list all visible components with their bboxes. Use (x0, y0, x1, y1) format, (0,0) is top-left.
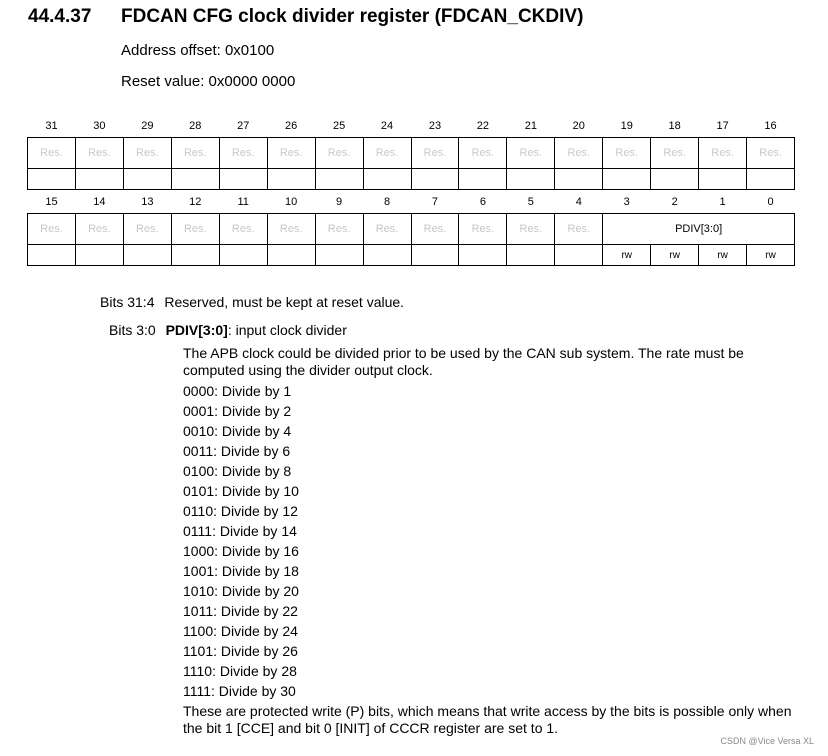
bits-3-0-summary: : input clock divider (227, 322, 347, 338)
access-cell (555, 169, 603, 190)
reserved-field: Res. (747, 138, 795, 169)
access-cell (28, 169, 76, 190)
pdiv-field: PDIV[3:0] (603, 214, 795, 245)
reserved-field: Res. (459, 138, 507, 169)
reserved-field: Res. (171, 214, 219, 245)
bit-number: 31 (45, 120, 58, 132)
bit-number: 1 (719, 196, 726, 208)
reserved-field: Res. (363, 138, 411, 169)
bit-number: 30 (93, 120, 106, 132)
bit-number: 8 (383, 196, 391, 208)
reserved-field: Res. (411, 138, 459, 169)
pdiv-option: 1001: Divide by 18 (183, 563, 299, 579)
pdiv-option: 1111: Divide by 30 (183, 683, 296, 699)
bit-number: 7 (431, 196, 439, 208)
address-offset: Address offset: 0x0100 (121, 42, 275, 59)
bit-number: 26 (285, 120, 298, 132)
reserved-field: Res. (28, 138, 76, 169)
reserved-field: Res. (363, 214, 411, 245)
access-cell (603, 169, 651, 190)
access-cell (171, 169, 219, 190)
access-cell (267, 169, 315, 190)
access-cell (219, 245, 267, 266)
pdiv-option: 1010: Divide by 20 (183, 583, 299, 599)
pdiv-option: 1101: Divide by 26 (183, 643, 298, 659)
bit-number: 21 (524, 120, 537, 132)
reserved-field: Res. (171, 138, 219, 169)
bit-number: 4 (575, 196, 582, 208)
access-cell (171, 245, 219, 266)
bit-number: 6 (479, 196, 486, 208)
access-cell (363, 169, 411, 190)
bits-31-4-description (100, 292, 404, 312)
bits-31-4-text: Reserved, must be kept at reset value. (164, 294, 405, 310)
reserved-field: Res. (315, 214, 363, 245)
pdiv-option: 1000: Divide by 16 (183, 543, 299, 559)
bit-number: 16 (764, 120, 777, 132)
access-rw: rw (651, 245, 699, 266)
pdiv-options-list (183, 381, 299, 701)
reserved-field: Res. (315, 138, 363, 169)
reserved-field: Res. (651, 138, 699, 169)
bit-number: 5 (527, 196, 534, 208)
access-cell (123, 169, 171, 190)
pdiv-option: 0010: Divide by 4 (183, 423, 292, 439)
pdiv-option: 0001: Divide by 2 (183, 403, 292, 419)
access-cell (123, 245, 171, 266)
bit-number: 14 (93, 196, 106, 208)
bit-number: 11 (237, 196, 249, 208)
bit-number: 0 (767, 196, 774, 208)
pdiv-option: 1100: Divide by 24 (183, 623, 298, 639)
section-heading (28, 6, 583, 28)
access-cell (411, 169, 459, 190)
pdiv-option: 1011: Divide by 22 (183, 603, 298, 619)
access-cell (459, 169, 507, 190)
watermark: CSDN @Vice Versa XL (720, 736, 814, 746)
bit-number: 3 (623, 196, 630, 208)
reserved-field: Res. (459, 214, 507, 245)
bit-number: 19 (620, 120, 633, 132)
pdiv-option: 0111: Divide by 14 (183, 523, 297, 539)
bit-number: 10 (285, 196, 298, 208)
section-title: FDCAN CFG clock divider register (FDCAN_CKDIV) (121, 6, 584, 27)
pdiv-option: 0100: Divide by 8 (183, 463, 292, 479)
access-cell (411, 245, 459, 266)
bit-number: 25 (332, 120, 346, 132)
bit-number: 22 (476, 120, 490, 132)
section-number: 44.4.37 (28, 6, 92, 27)
access-cell (699, 169, 747, 190)
access-cell (459, 245, 507, 266)
reserved-field: Res. (507, 138, 555, 169)
access-cell (219, 169, 267, 190)
reserved-field: Res. (507, 214, 555, 245)
access-cell (507, 245, 555, 266)
access-cell (315, 169, 363, 190)
bit-number: 23 (428, 120, 442, 132)
access-cell (507, 169, 555, 190)
pdiv-option: 0101: Divide by 10 (183, 483, 299, 499)
access-cell (28, 245, 76, 266)
reserved-field: Res. (603, 138, 651, 169)
bit-number: 28 (189, 120, 202, 132)
access-cell (75, 169, 123, 190)
bit-number: 15 (45, 196, 58, 208)
bit-number: 9 (336, 196, 343, 208)
reserved-field: Res. (699, 138, 747, 169)
access-cell (315, 245, 363, 266)
register-table-lower (27, 191, 795, 266)
pdiv-option: 0000: Divide by 1 (183, 383, 292, 399)
reserved-field: Res. (75, 138, 123, 169)
access-rw: rw (747, 245, 795, 266)
bit-number: 20 (572, 120, 585, 132)
reserved-field: Res. (219, 138, 267, 169)
bits-31-4-label: Bits 31:4 (100, 294, 155, 310)
bit-number: 17 (716, 120, 729, 132)
pdiv-option: 1110: Divide by 28 (183, 663, 297, 679)
reserved-field: Res. (123, 138, 171, 169)
reserved-field: Res. (555, 138, 603, 169)
pdiv-paragraph: The APB clock could be divided prior to be used by the CAN sub system. The rate must be computed using the divider output clock. (183, 345, 744, 378)
reserved-field: Res. (75, 214, 123, 245)
reserved-field: Res. (219, 214, 267, 245)
pdiv-option: 0110: Divide by 12 (183, 503, 298, 519)
register-table-upper (27, 115, 795, 190)
bit-number: 2 (671, 196, 678, 208)
reserved-field: Res. (28, 214, 76, 245)
bit-number: 18 (668, 120, 681, 132)
bit-number: 29 (141, 120, 154, 132)
bits-3-0-field: PDIV[3:0] (165, 322, 228, 338)
access-rw: rw (603, 245, 651, 266)
access-cell (747, 169, 795, 190)
access-rw: rw (699, 245, 747, 266)
pdiv-note: These are protected write (P) bits, which means that write access by the bits is possible only when the bit 1 [CCE] and bit 0 [INIT] of CCCR register are set to 1. (183, 703, 792, 736)
reserved-field: Res. (267, 214, 315, 245)
reserved-field: Res. (267, 138, 315, 169)
reset-value: Reset value: 0x0000 0000 (121, 73, 296, 90)
bits-3-0-description (109, 320, 347, 340)
bit-number: 13 (141, 196, 154, 208)
access-cell (363, 245, 411, 266)
bits-3-0-label: Bits 3:0 (109, 322, 156, 338)
access-cell (555, 245, 603, 266)
bit-number: 24 (380, 120, 394, 132)
bit-number: 27 (237, 120, 250, 132)
reserved-field: Res. (411, 214, 459, 245)
access-cell (651, 169, 699, 190)
reserved-field: Res. (555, 214, 603, 245)
pdiv-option: 0011: Divide by 6 (183, 443, 291, 459)
access-cell (75, 245, 123, 266)
reserved-field: Res. (123, 214, 171, 245)
bit-number: 12 (189, 196, 202, 208)
access-cell (267, 245, 315, 266)
